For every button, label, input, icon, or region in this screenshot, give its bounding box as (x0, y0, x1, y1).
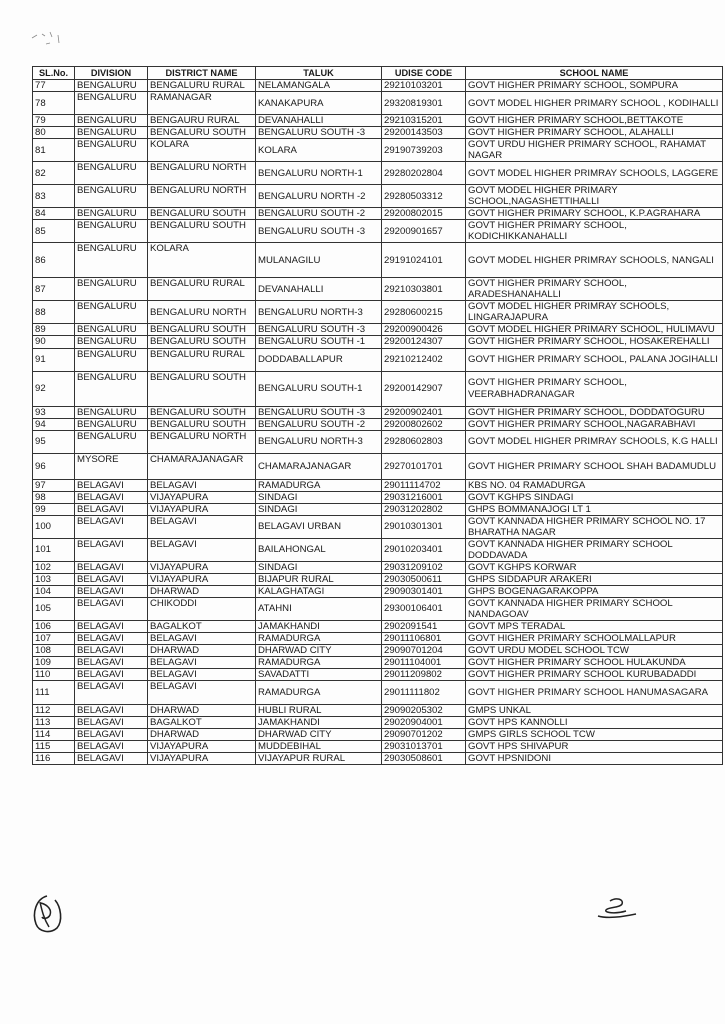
taluk-cell: DEVANAHALLI (256, 278, 382, 301)
taluk-cell: BAILAHONGAL (256, 538, 382, 561)
table-row (33, 139, 723, 162)
taluk-cell: RAMADURGA (256, 657, 382, 669)
sl-no-cell: 111 (33, 681, 75, 705)
district-cell: BENGALURU NORTH (148, 185, 256, 208)
district-cell: KOLARA (148, 243, 256, 278)
udise-cell: 29280503312 (382, 185, 466, 208)
sl-no-cell: 97 (33, 479, 75, 491)
sl-no-cell: 78 (33, 92, 75, 115)
sl-no-cell: 109 (33, 657, 75, 669)
division-cell: BELAGAVI (75, 491, 148, 503)
district-cell: VIJAYAPURA (148, 491, 256, 503)
school-name-cell: GOVT HIGHER PRIMARY SCHOOL, DODDATOGURU (466, 406, 723, 418)
division-cell: BENGALURU (75, 127, 148, 139)
sl-no-cell: 85 (33, 220, 75, 243)
district-cell: KOLARA (148, 139, 256, 162)
sl-no-cell: 105 (33, 597, 75, 620)
division-cell: BENGALURU (75, 336, 148, 348)
division-cell: BELAGAVI (75, 657, 148, 669)
udise-cell: 29270101701 (382, 453, 466, 479)
initials-mark-left (30, 893, 66, 935)
division-cell: BELAGAVI (75, 669, 148, 681)
district-cell: BENGALURU SOUTH (148, 324, 256, 336)
table-row (33, 729, 723, 741)
table-row (33, 336, 723, 348)
school-name-cell: GOVT KANNADA HIGHER PRIMARY SCHOOL NANDAGOAV (466, 597, 723, 620)
taluk-cell: KOLARA (256, 139, 382, 162)
udise-cell: 29010301301 (382, 515, 466, 538)
taluk-cell: DODDABALLAPUR (256, 348, 382, 371)
division-cell: BENGALURU (75, 208, 148, 220)
taluk-cell: JAMAKHANDI (256, 717, 382, 729)
division-cell: BENGALURU (75, 324, 148, 336)
district-cell: VIJAYAPURA (148, 753, 256, 765)
school-name-cell: GOVT HIGHER PRIMARY SCHOOL, SOMPURA (466, 80, 723, 92)
school-name-cell: GMPS GIRLS SCHOOL TCW (466, 729, 723, 741)
udise-cell: 29090205302 (382, 705, 466, 717)
taluk-cell: MUDDEBIHAL (256, 741, 382, 753)
district-cell: DHARWAD (148, 705, 256, 717)
division-cell: BELAGAVI (75, 561, 148, 573)
school-name-cell: GOVT HPSNIDONI (466, 753, 723, 765)
school-name-cell: GOVT HIGHER PRIMARY SCHOOL SHAH BADAMUDLU (466, 453, 723, 479)
udise-cell: 29200142907 (382, 371, 466, 406)
division-cell: BENGALURU (75, 406, 148, 418)
table-row (33, 620, 723, 632)
header-sl-no: SL.No. (33, 67, 75, 80)
sl-no-cell: 102 (33, 561, 75, 573)
district-cell: VIJAYAPURA (148, 503, 256, 515)
udise-cell: 29280600215 (382, 301, 466, 324)
school-name-cell: GOVT KANNADA HIGHER PRIMARY SCHOOL DODDAVADA (466, 538, 723, 561)
school-name-cell: GHPS SIDDAPUR ARAKERI (466, 573, 723, 585)
division-cell: BENGALURU (75, 220, 148, 243)
udise-cell: 29011104001 (382, 657, 466, 669)
school-name-cell: GOVT MPS TERADAL (466, 620, 723, 632)
sl-no-cell: 110 (33, 669, 75, 681)
school-name-cell: GOVT MODEL HIGHER PRIMARY SCHOOL,NAGASHETTIHALLI (466, 185, 723, 208)
table-row (33, 503, 723, 515)
table-row (33, 80, 723, 92)
taluk-cell: SINDAGI (256, 561, 382, 573)
division-cell: MYSORE (75, 453, 148, 479)
district-cell: BELAGAVI (148, 669, 256, 681)
division-cell: BELAGAVI (75, 741, 148, 753)
sl-no-cell: 100 (33, 515, 75, 538)
table-row (33, 92, 723, 115)
division-cell: BELAGAVI (75, 705, 148, 717)
school-name-cell: GOVT HIGHER PRIMARY SCHOOL KURUBADADDI (466, 669, 723, 681)
table-body (33, 80, 723, 765)
header-taluk: TALUK (256, 67, 382, 80)
school-name-cell: GOVT URDU MODEL SCHOOL TCW (466, 645, 723, 657)
division-cell: BELAGAVI (75, 573, 148, 585)
taluk-cell: DHARWAD CITY (256, 645, 382, 657)
school-name-cell: GHPS BOMMANAJOGI LT 1 (466, 503, 723, 515)
table-row (33, 515, 723, 538)
division-cell: BELAGAVI (75, 632, 148, 644)
udise-cell: 29020904001 (382, 717, 466, 729)
udise-cell: 29031209102 (382, 561, 466, 573)
school-name-cell: GOVT HIGHER PRIMARY SCHOOL, ARADESHANAHALLI (466, 278, 723, 301)
table-row (33, 538, 723, 561)
division-cell: BENGALURU (75, 92, 148, 115)
school-name-cell: GOVT HIGHER PRIMARY SCHOOL,BETTAKOTE (466, 115, 723, 127)
udise-cell: 29011111802 (382, 681, 466, 705)
district-cell: VIJAYAPURA (148, 561, 256, 573)
taluk-cell: BENGALURU SOUTH -2 (256, 208, 382, 220)
table-row (33, 185, 723, 208)
division-cell: BENGALURU (75, 115, 148, 127)
sl-no-cell: 91 (33, 348, 75, 371)
udise-cell: 29090701204 (382, 645, 466, 657)
division-cell: BELAGAVI (75, 479, 148, 491)
header-district-name: DISTRICT NAME (148, 67, 256, 80)
district-cell: DHARWAD (148, 729, 256, 741)
division-cell: BELAGAVI (75, 729, 148, 741)
sl-no-cell: 95 (33, 430, 75, 453)
sl-no-cell: 81 (33, 139, 75, 162)
division-cell: BELAGAVI (75, 597, 148, 620)
school-name-cell: GOVT HIGHER PRIMARY SCHOOL, VEERABHADRANAGAR (466, 371, 723, 406)
udise-cell: 29280202804 (382, 162, 466, 185)
school-name-cell: GOVT MODEL HIGHER PRIMRAY SCHOOLS, K.G HALLI (466, 430, 723, 453)
division-cell: BENGALURU (75, 185, 148, 208)
division-cell: BENGALURU (75, 418, 148, 430)
taluk-cell: RAMADURGA (256, 479, 382, 491)
sl-no-cell: 82 (33, 162, 75, 185)
school-name-cell: GOVT KGHPS SINDAGI (466, 491, 723, 503)
sl-no-cell: 84 (33, 208, 75, 220)
taluk-cell: BENGALURU NORTH-3 (256, 430, 382, 453)
district-cell: BELAGAVI (148, 479, 256, 491)
udise-cell: 29011114702 (382, 479, 466, 491)
division-cell: BELAGAVI (75, 585, 148, 597)
division-cell: BENGALURU (75, 80, 148, 92)
sl-no-cell: 104 (33, 585, 75, 597)
district-cell: BAGALKOT (148, 620, 256, 632)
school-name-cell: KBS NO. 04 RAMADURGA (466, 479, 723, 491)
table-row (33, 418, 723, 430)
udise-cell: 29300106401 (382, 597, 466, 620)
table-row (33, 208, 723, 220)
udise-cell: 29031013701 (382, 741, 466, 753)
udise-cell: 29200901657 (382, 220, 466, 243)
udise-cell: 29031202802 (382, 503, 466, 515)
division-cell: BENGALURU (75, 162, 148, 185)
school-name-cell: GOVT URDU HIGHER PRIMARY SCHOOL, RAHAMAT NAGAR (466, 139, 723, 162)
sl-no-cell: 77 (33, 80, 75, 92)
table-row (33, 220, 723, 243)
taluk-cell: NELAMANGALA (256, 80, 382, 92)
table-row (33, 741, 723, 753)
sl-no-cell: 107 (33, 632, 75, 644)
taluk-cell: BIJAPUR RURAL (256, 573, 382, 585)
sl-no-cell: 96 (33, 453, 75, 479)
taluk-cell: BENGALURU NORTH-1 (256, 162, 382, 185)
taluk-cell: SINDAGI (256, 503, 382, 515)
initials-mark-right (596, 895, 638, 921)
district-cell: BELAGAVI (148, 657, 256, 669)
udise-cell: 29280602803 (382, 430, 466, 453)
table-row (33, 371, 723, 406)
udise-cell: 29200802015 (382, 208, 466, 220)
udise-cell: 29210103201 (382, 80, 466, 92)
table-row (33, 127, 723, 139)
district-cell: CHAMARAJANAGAR (148, 453, 256, 479)
district-cell: BENGALURU RURAL (148, 278, 256, 301)
taluk-cell: RAMADURGA (256, 632, 382, 644)
taluk-cell: BENGALURU SOUTH -3 (256, 127, 382, 139)
taluk-cell: BENGALURU NORTH-3 (256, 301, 382, 324)
school-name-cell: GOVT HIGHER PRIMARY SCHOOLMALLAPUR (466, 632, 723, 644)
school-name-cell: GOVT KGHPS KORWAR (466, 561, 723, 573)
sl-no-cell: 99 (33, 503, 75, 515)
taluk-cell: RAMADURGA (256, 681, 382, 705)
district-cell: DHARWAD (148, 645, 256, 657)
taluk-cell: DHARWAD CITY (256, 729, 382, 741)
division-cell: BELAGAVI (75, 753, 148, 765)
table-row (33, 669, 723, 681)
taluk-cell: KANAKAPURA (256, 92, 382, 115)
sl-no-cell: 101 (33, 538, 75, 561)
district-cell: VIJAYAPURA (148, 741, 256, 753)
table-row (33, 573, 723, 585)
udise-cell: 2902091541 (382, 620, 466, 632)
udise-cell: 29090701202 (382, 729, 466, 741)
taluk-cell: BENGALURU SOUTH -1 (256, 336, 382, 348)
table-row (33, 491, 723, 503)
table-row (33, 406, 723, 418)
taluk-cell: BENGALURU SOUTH -3 (256, 406, 382, 418)
udise-cell: 29200802602 (382, 418, 466, 430)
taluk-cell: BENGALURU SOUTH -2 (256, 418, 382, 430)
header-udise-code: UDISE CODE (382, 67, 466, 80)
sl-no-cell: 88 (33, 301, 75, 324)
table-row (33, 278, 723, 301)
table-row (33, 430, 723, 453)
sl-no-cell: 113 (33, 717, 75, 729)
division-cell: BELAGAVI (75, 620, 148, 632)
school-name-cell: GOVT MODEL HIGHER PRIMRAY SCHOOLS, LAGGERE (466, 162, 723, 185)
table-row (33, 348, 723, 371)
sl-no-cell: 83 (33, 185, 75, 208)
sl-no-cell: 89 (33, 324, 75, 336)
taluk-cell: BENGALURU SOUTH-1 (256, 371, 382, 406)
district-cell: BENGALURU SOUTH (148, 220, 256, 243)
district-cell: BENGALURU NORTH (148, 301, 256, 324)
sl-no-cell: 80 (33, 127, 75, 139)
school-name-cell: GOVT MODEL HIGHER PRIMARY SCHOOL, HULIMAVU (466, 324, 723, 336)
udise-cell: 29190739203 (382, 139, 466, 162)
table-row (33, 632, 723, 644)
school-name-cell: GOVT HIGHER PRIMARY SCHOOL HANUMASAGARA (466, 681, 723, 705)
header-school-name: SCHOOL NAME (466, 67, 723, 80)
table-row (33, 681, 723, 705)
sl-no-cell: 114 (33, 729, 75, 741)
district-cell: CHIKODDI (148, 597, 256, 620)
taluk-cell: JAMAKHANDI (256, 620, 382, 632)
district-cell: BENGALURU NORTH (148, 430, 256, 453)
table-row (33, 717, 723, 729)
district-cell: BENGALURU SOUTH (148, 336, 256, 348)
table-row (33, 301, 723, 324)
taluk-cell: BENGALURU NORTH -2 (256, 185, 382, 208)
school-name-cell: GOVT HIGHER PRIMARY SCHOOL, ALAHALLI (466, 127, 723, 139)
school-name-cell: GOVT KANNADA HIGHER PRIMARY SCHOOL NO. 17 BHARATHA NAGAR (466, 515, 723, 538)
table-row (33, 645, 723, 657)
udise-cell: 29320819301 (382, 92, 466, 115)
udise-cell: 29011106801 (382, 632, 466, 644)
table-row (33, 561, 723, 573)
school-name-cell: GOVT HIGHER PRIMARY SCHOOL, KODICHIKKANAHALLI (466, 220, 723, 243)
sl-no-cell: 116 (33, 753, 75, 765)
sl-no-cell: 108 (33, 645, 75, 657)
udise-cell: 29191024101 (382, 243, 466, 278)
school-name-cell: GHPS BOGENAGARAKOPPA (466, 585, 723, 597)
udise-cell: 29210315201 (382, 115, 466, 127)
sl-no-cell: 92 (33, 371, 75, 406)
school-name-cell: GMPS UNKAL (466, 705, 723, 717)
taluk-cell: VIJAYAPUR RURAL (256, 753, 382, 765)
udise-cell: 29030500611 (382, 573, 466, 585)
taluk-cell: HUBLI RURAL (256, 705, 382, 717)
school-name-cell: GOVT HIGHER PRIMARY SCHOOL, K.P.AGRAHARA (466, 208, 723, 220)
taluk-cell: SAVADATTI (256, 669, 382, 681)
sl-no-cell: 87 (33, 278, 75, 301)
school-name-cell: GOVT HPS SHIVAPUR (466, 741, 723, 753)
udise-cell: 29200900426 (382, 324, 466, 336)
sl-no-cell: 112 (33, 705, 75, 717)
district-cell: BENGALURU SOUTH (148, 127, 256, 139)
division-cell: BENGALURU (75, 371, 148, 406)
table-row (33, 657, 723, 669)
division-cell: BENGALURU (75, 139, 148, 162)
table-row (33, 243, 723, 278)
taluk-cell: BENGALURU SOUTH -3 (256, 220, 382, 243)
district-cell: BENGALURU SOUTH (148, 208, 256, 220)
school-name-cell: GOVT HIGHER PRIMARY SCHOOL, HOSAKEREHALLI (466, 336, 723, 348)
district-cell: BENGALURU SOUTH (148, 371, 256, 406)
division-cell: BELAGAVI (75, 717, 148, 729)
division-cell: BENGALURU (75, 348, 148, 371)
sl-no-cell: 86 (33, 243, 75, 278)
udise-cell: 29210212402 (382, 348, 466, 371)
division-cell: BENGALURU (75, 430, 148, 453)
district-cell: BENGALURU SOUTH (148, 418, 256, 430)
school-name-cell: GOVT MODEL HIGHER PRIMRAY SCHOOLS, LINGARAJAPURA (466, 301, 723, 324)
district-cell: BELAGAVI (148, 681, 256, 705)
division-cell: BELAGAVI (75, 645, 148, 657)
taluk-cell: ATAHNI (256, 597, 382, 620)
district-cell: BENGALURU RURAL (148, 80, 256, 92)
district-cell: BENGALURU SOUTH (148, 406, 256, 418)
udise-cell: 29030508601 (382, 753, 466, 765)
taluk-cell: BENGALURU SOUTH -3 (256, 324, 382, 336)
udise-cell: 29210303801 (382, 278, 466, 301)
sl-no-cell: 93 (33, 406, 75, 418)
header-division: DIVISION (75, 67, 148, 80)
udise-cell: 29031216001 (382, 491, 466, 503)
district-cell: BELAGAVI (148, 515, 256, 538)
schools-table (32, 66, 723, 765)
sl-no-cell: 90 (33, 336, 75, 348)
table-row (33, 115, 723, 127)
school-name-cell: GOVT HIGHER PRIMARY SCHOOL HULAKUNDA (466, 657, 723, 669)
division-cell: BELAGAVI (75, 538, 148, 561)
district-cell: BAGALKOT (148, 717, 256, 729)
sl-no-cell: 94 (33, 418, 75, 430)
taluk-cell: MULANAGILU (256, 243, 382, 278)
district-cell: BENGAURU RURAL (148, 115, 256, 127)
sl-no-cell: 103 (33, 573, 75, 585)
district-cell: BELAGAVI (148, 632, 256, 644)
table-row (33, 162, 723, 185)
table-header-row (33, 67, 723, 80)
district-cell: DHARWAD (148, 585, 256, 597)
table-row (33, 479, 723, 491)
udise-cell: 29200124307 (382, 336, 466, 348)
taluk-cell: BELAGAVI URBAN (256, 515, 382, 538)
table-row (33, 453, 723, 479)
district-cell: BENGALURU RURAL (148, 348, 256, 371)
district-cell: VIJAYAPURA (148, 573, 256, 585)
taluk-cell: DEVANAHALLI (256, 115, 382, 127)
district-cell: RAMANAGAR (148, 92, 256, 115)
udise-cell: 29200143503 (382, 127, 466, 139)
district-cell: BELAGAVI (148, 538, 256, 561)
table-row (33, 597, 723, 620)
school-name-cell: GOVT MODEL HIGHER PRIMRAY SCHOOLS, NANGALI (466, 243, 723, 278)
school-name-cell: GOVT MODEL HIGHER PRIMARY SCHOOL , KODIHALLI (466, 92, 723, 115)
table-row (33, 705, 723, 717)
school-name-cell: GOVT HPS KANNOLLI (466, 717, 723, 729)
division-cell: BENGALURU (75, 301, 148, 324)
udise-cell: 29090301401 (382, 585, 466, 597)
district-cell: BENGALURU NORTH (148, 162, 256, 185)
taluk-cell: KALAGHATAGI (256, 585, 382, 597)
sl-no-cell: 115 (33, 741, 75, 753)
sl-no-cell: 98 (33, 491, 75, 503)
school-name-cell: GOVT HIGHER PRIMARY SCHOOL, PALANA JOGIHALLI (466, 348, 723, 371)
table-row (33, 324, 723, 336)
udise-cell: 29011209802 (382, 669, 466, 681)
sl-no-cell: 79 (33, 115, 75, 127)
division-cell: BELAGAVI (75, 681, 148, 705)
taluk-cell: CHAMARAJANAGAR (256, 453, 382, 479)
table-row (33, 585, 723, 597)
school-name-cell: GOVT HIGHER PRIMARY SCHOOL,NAGARABHAVI (466, 418, 723, 430)
table-row (33, 753, 723, 765)
division-cell: BELAGAVI (75, 503, 148, 515)
sl-no-cell: 106 (33, 620, 75, 632)
scan-corner-marks (28, 26, 78, 56)
division-cell: BENGALURU (75, 278, 148, 301)
udise-cell: 29010203401 (382, 538, 466, 561)
udise-cell: 29200902401 (382, 406, 466, 418)
taluk-cell: SINDAGI (256, 491, 382, 503)
division-cell: BENGALURU (75, 243, 148, 278)
division-cell: BELAGAVI (75, 515, 148, 538)
